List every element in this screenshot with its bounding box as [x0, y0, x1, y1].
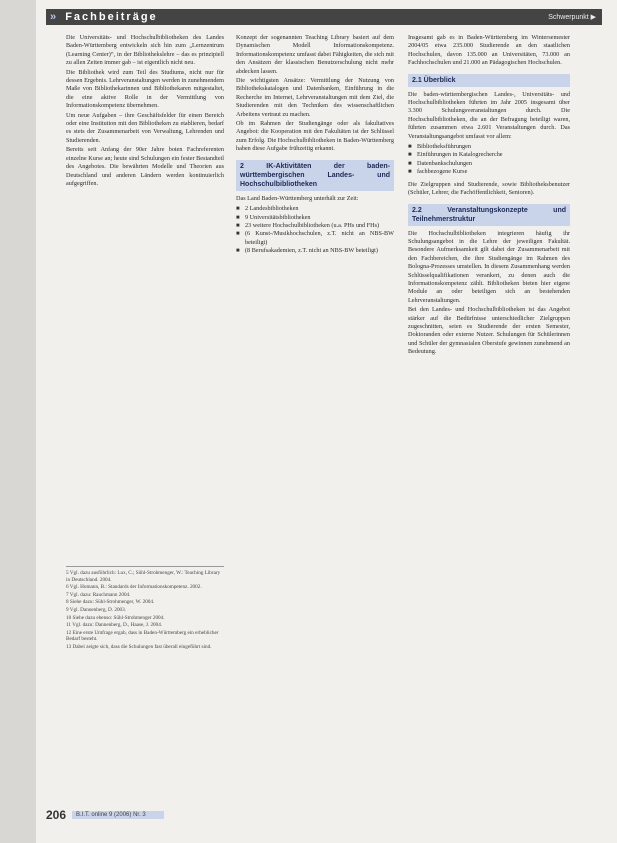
list-item: ■ Bibliotheksführungen	[408, 143, 570, 151]
list-item: ■ (6 Kunst-/Musikhochschulen, z.T. nicht an NBS-BW beteiligt)	[236, 230, 394, 247]
section-header-bar	[46, 9, 602, 25]
column-1	[66, 34, 224, 189]
paragraph: Bereits seit Anfang der 90er Jahre boten Fachreferenten einzelne Kurse an; heute sind Schulungen ein fester Bestandteil des Angebotes. Die bewährten Modelle und Theorien aus Deutschland und anderen Ländern werden kontinuierlich aufgegriffen.	[66, 146, 224, 187]
journal-reference: B.I.T. online 9 (2006) Nr. 3	[72, 811, 164, 819]
footnote: 10 Siehe dazu ebenso: Sühl-Strohmenger 2004.	[66, 614, 165, 621]
section-heading: 2.2 Veranstaltungskonzepte und Teilnehmerstruktur	[408, 204, 570, 226]
paragraph: Konzept der sogenannten Teaching Library basiert auf dem Dynamischen Modell Informationskompetenz. Informationskompetenz umfasst dabei Fähigkeiten, die sich mit den Ansätzen der klassischen Benutzerschulung nicht mehr abdecken lassen.	[236, 34, 394, 75]
bullet-list	[408, 143, 570, 177]
footnote: 5 Vgl. dazu ausführlich: Lux, C.; Sühl-Strohmenger, W.: Teaching Library in Deutschland. 2004.	[66, 570, 221, 583]
footnote: 7 Vgl. dazu: Rauchmann 2004.	[66, 591, 131, 598]
paragraph: Das Land Baden-Württemberg unterhält zur Zeit:	[236, 194, 359, 202]
list-item: ■ (8 Berufsakademien, z.T. nicht an NBS-BW beteiligt)	[236, 247, 394, 255]
paragraph: Ob im Rahmen der Studiengänge oder als fakultatives Angebot: die Kooperation mit den Fakultäten ist der Schlüssel zum Erfolg. Die Hochschulbibliotheken in Baden-Württemberg haben diese Aufgabe frühzeitig erkannt.	[236, 120, 394, 153]
paragraph: Bei den Landes- und Hochschulbibliotheken ist das Angebot stärker auf die Bedürfnisse unterschiedlicher Zielgruppen zugeschnitten, seien es Studierende der ersten Semester, Doktoranden oder externe Nutzer. Schulungen für Schülerinnen und Schüler der gymnasialen Oberstufe gewinnen zunehmend an Bedeutung.	[408, 306, 570, 356]
paragraph: Die Hochschulbibliotheken integrieren häufig ihr Schulungsangebot in die Lehre der jeweiligen Fakultät. Besondere Aufmerksamkeit gilt dabei der Zusammenarbeit mit den Fachbereichen, die ihre Studiengänge im Rahmen des Bologna-Prozesses umstellen. In diesem Zusammenhang werden Schlüsselqualifikationen verankert, zu denen auch die Informationskompetenz zählt. Bibliotheken bieten hier eigene Module an oder beteiligen sich an bestehenden Lehrveranstaltungen.	[408, 229, 570, 304]
footnote: 13 Dabei zeigte sich, dass die Schulungen fast überall eingeführt sind.	[66, 643, 212, 650]
paragraph: Die wichtigsten Ansätze: Vermittlung der Nutzung von Bibliothekskatalogen und Datenbanken, Einführung in die Recherche im Internet, Lehrveranstaltungen mit dem Ziel, die Studierenden mit den Techniken des wissenschaftlichen Arbeitens vertraut zu machen.	[236, 77, 394, 118]
section-heading: 2.1 Überblick	[408, 74, 570, 87]
paragraph: Insgesamt gab es in Baden-Württemberg im Wintersemester 2004/05 etwa 235.000 Studierende an den staatlichen Hochschulen, davon 135.000 an Universitäten, 73.000 an Fachhochschulen und 21.000 an Pädagogischen Hochschulen.	[408, 34, 570, 67]
list-item: ■ 23 weitere Hochschulbibliotheken (u.a. PHs und FHs)	[236, 222, 394, 230]
footnote: 12 Eine erste Umfrage ergab, dass in Baden-Württemberg ein erheblicher Bedarf besteht.	[66, 629, 219, 643]
paragraph: Die Universitäts- und Hochschulbibliotheken des Landes Baden-Württemberg entwickeln sich hin zum „Lernzentrum (Learning Center)“, in der Bibliothekslehre – das es prinzipiell zu allen Zeiten immer gab – ist eigentlich nicht neu.	[66, 34, 224, 67]
list-item: ■ 9 Universitätsbibliotheken	[236, 214, 394, 222]
page-footer	[46, 808, 164, 822]
section-title	[46, 11, 158, 23]
section-title-text: Fachbeiträge	[65, 11, 158, 23]
paragraph: Die Zielgruppen sind Studierende, sowie Bibliotheksbenutzer (Schüler, Lehrer, die Fachöffentlichkeit, Senioren).	[408, 180, 570, 197]
footnote: 11 Vgl. dazu: Dannenberg, D., Haase, J. 2004.	[66, 622, 163, 629]
paragraph: Um neue Aufgaben – ihre Geschäftsfelder für einen Bereich oder eine Institution mit den Bibliotheken zu etablieren, bedarf es stets der Zusammenarbeit von Verwaltung, Lehrenden und Studierenden.	[66, 111, 224, 144]
page-number: 206	[46, 808, 67, 822]
list-item: ■ fachbezogene Kurse	[408, 168, 570, 176]
list-item: ■ Einführungen in Katalogrecherche	[408, 151, 570, 159]
footnote: 8 Siehe dazu: Sühl-Strohmenger, W. 2004.	[66, 599, 155, 606]
list-item: ■ Datenbankschulungen	[408, 160, 570, 168]
list-item: ■ 2 Landesbibliotheken	[236, 205, 394, 213]
section-marker: »	[50, 11, 59, 23]
category-label: Schwerpunkt ▶	[548, 14, 596, 21]
paragraph: Die baden-württembergischen Landes-, Universitäts- und Hochschulbibliotheken führten im Jahr 2005 insgesamt über 3.300 Schulungsveranstaltungen durch. Die Hochschulbibliotheken, die an der Befragung beteiligt waren, führten zusammen etwa 2.601 Veranstaltungen durch. Das Veranstaltungsangebot umfasst vor allem:	[408, 90, 570, 140]
column-3	[408, 34, 570, 358]
bullet-list	[236, 205, 394, 255]
footnotes	[66, 566, 224, 652]
column-2	[236, 34, 394, 260]
footnote: 6 Vgl. Homann, B.: Standards der Informationskompetenz. 2002.	[66, 584, 202, 591]
section-heading: 2 IK-Aktivitäten der baden-württembergischen Landes- und Hochschulbibliotheken	[236, 160, 394, 191]
page	[36, 0, 617, 843]
footnote: 9 Vgl. Dannenberg, D. 2003.	[66, 606, 127, 613]
paragraph: Die Bibliothek wird zum Teil des Studiums, nicht nur für dessen Ergebnis. Lehrveranstaltungen werden in zunehmendem Maße von Bibliothekarinnen und Bibliothekaren mitgestaltet, die eine aktive Rolle in der Vermittlung von Informationskompetenz übernehmen.	[66, 68, 224, 110]
